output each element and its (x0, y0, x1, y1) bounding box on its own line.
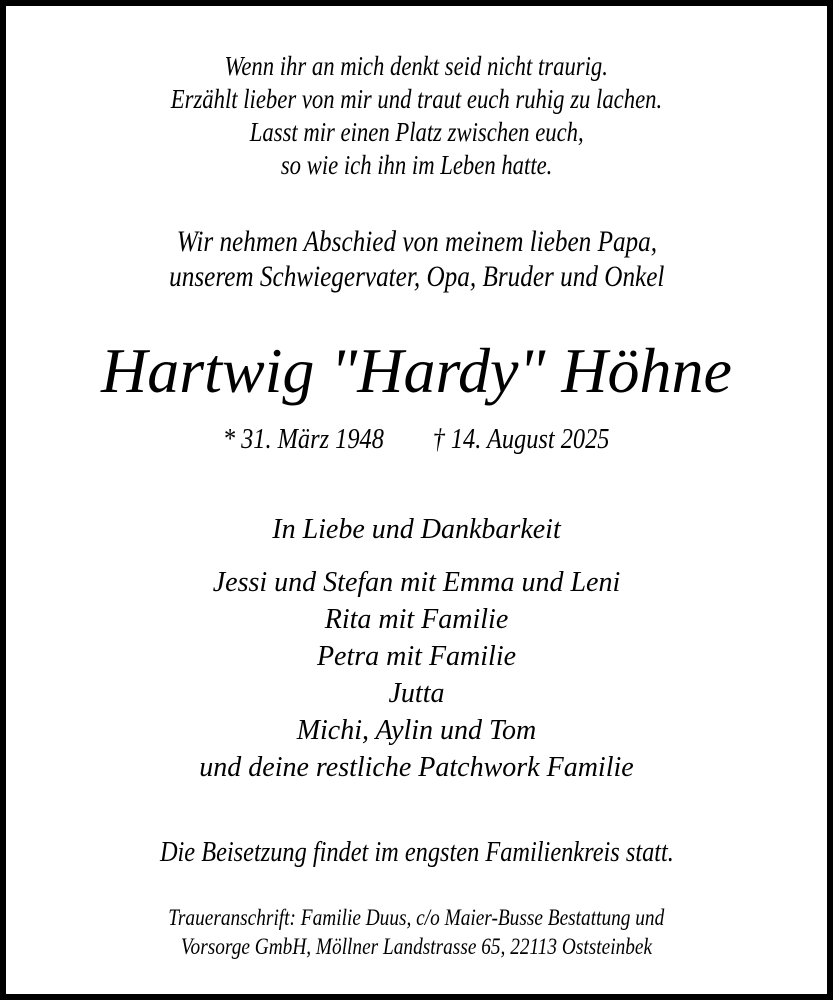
birth-date: * 31. März 1948 (223, 423, 385, 455)
mourner-text: Michi, Aylin und Tom (296, 715, 537, 746)
poem-text: Erzählt lieber von mir und traut euch ruhig zu lachen. (170, 84, 663, 114)
address-text: Traueranschrift: Familie Duus, c/o Maier-Busse Bestattung und (168, 905, 665, 930)
dedication-text: In Liebe und Dankbarkeit (272, 514, 561, 545)
funeral-note-text: Die Beisetzung findet im engsten Familienkreis statt. (159, 836, 674, 868)
poem-line-1 (6, 53, 827, 80)
poem-line-3 (6, 119, 827, 146)
poem-line-2 (6, 86, 827, 113)
death-date: † 14. August 2025 (432, 423, 610, 455)
deceased-name (6, 335, 827, 406)
mourner-line (6, 680, 827, 708)
poem-text: Wenn ihr an mich denkt seid nicht traurig. (224, 51, 609, 81)
mourner-line (6, 569, 827, 597)
mourner-line (6, 754, 827, 782)
mourner-text: Jutta (388, 678, 445, 709)
mourner-text: Jessi und Stefan mit Emma und Leni (212, 567, 621, 598)
poem-text: so wie ich ihn im Leben hatte. (280, 150, 553, 180)
life-dates-text (223, 425, 610, 454)
poem-text: Lasst mir einen Platz zwischen euch, (249, 117, 584, 147)
intro-text: Wir nehmen Abschied von meinem lieben Papa, (176, 225, 657, 258)
mourner-text: Rita mit Familie (324, 604, 509, 635)
poem-line-4 (6, 152, 827, 179)
address-text: Vorsorge GmbH, Möllner Landstrasse 65, 22113 Oststeinbek (180, 934, 653, 959)
address-line-2 (6, 935, 827, 958)
mourner-line (6, 643, 827, 671)
mourner-line (6, 717, 827, 745)
funeral-note (6, 838, 827, 867)
mourner-text: Petra mit Familie (316, 641, 517, 672)
deceased-name-text: Hartwig "Hardy" Höhne (101, 335, 732, 406)
address-line-1 (6, 906, 827, 929)
intro-text: unserem Schwiegervater, Opa, Bruder und Onkel (168, 260, 665, 293)
mourner-line (6, 606, 827, 634)
intro-line-2 (6, 262, 827, 292)
mourner-text: und deine restliche Patchwork Familie (199, 752, 634, 783)
life-dates (6, 425, 827, 454)
intro-line-1 (6, 227, 827, 257)
dedication (6, 516, 827, 544)
